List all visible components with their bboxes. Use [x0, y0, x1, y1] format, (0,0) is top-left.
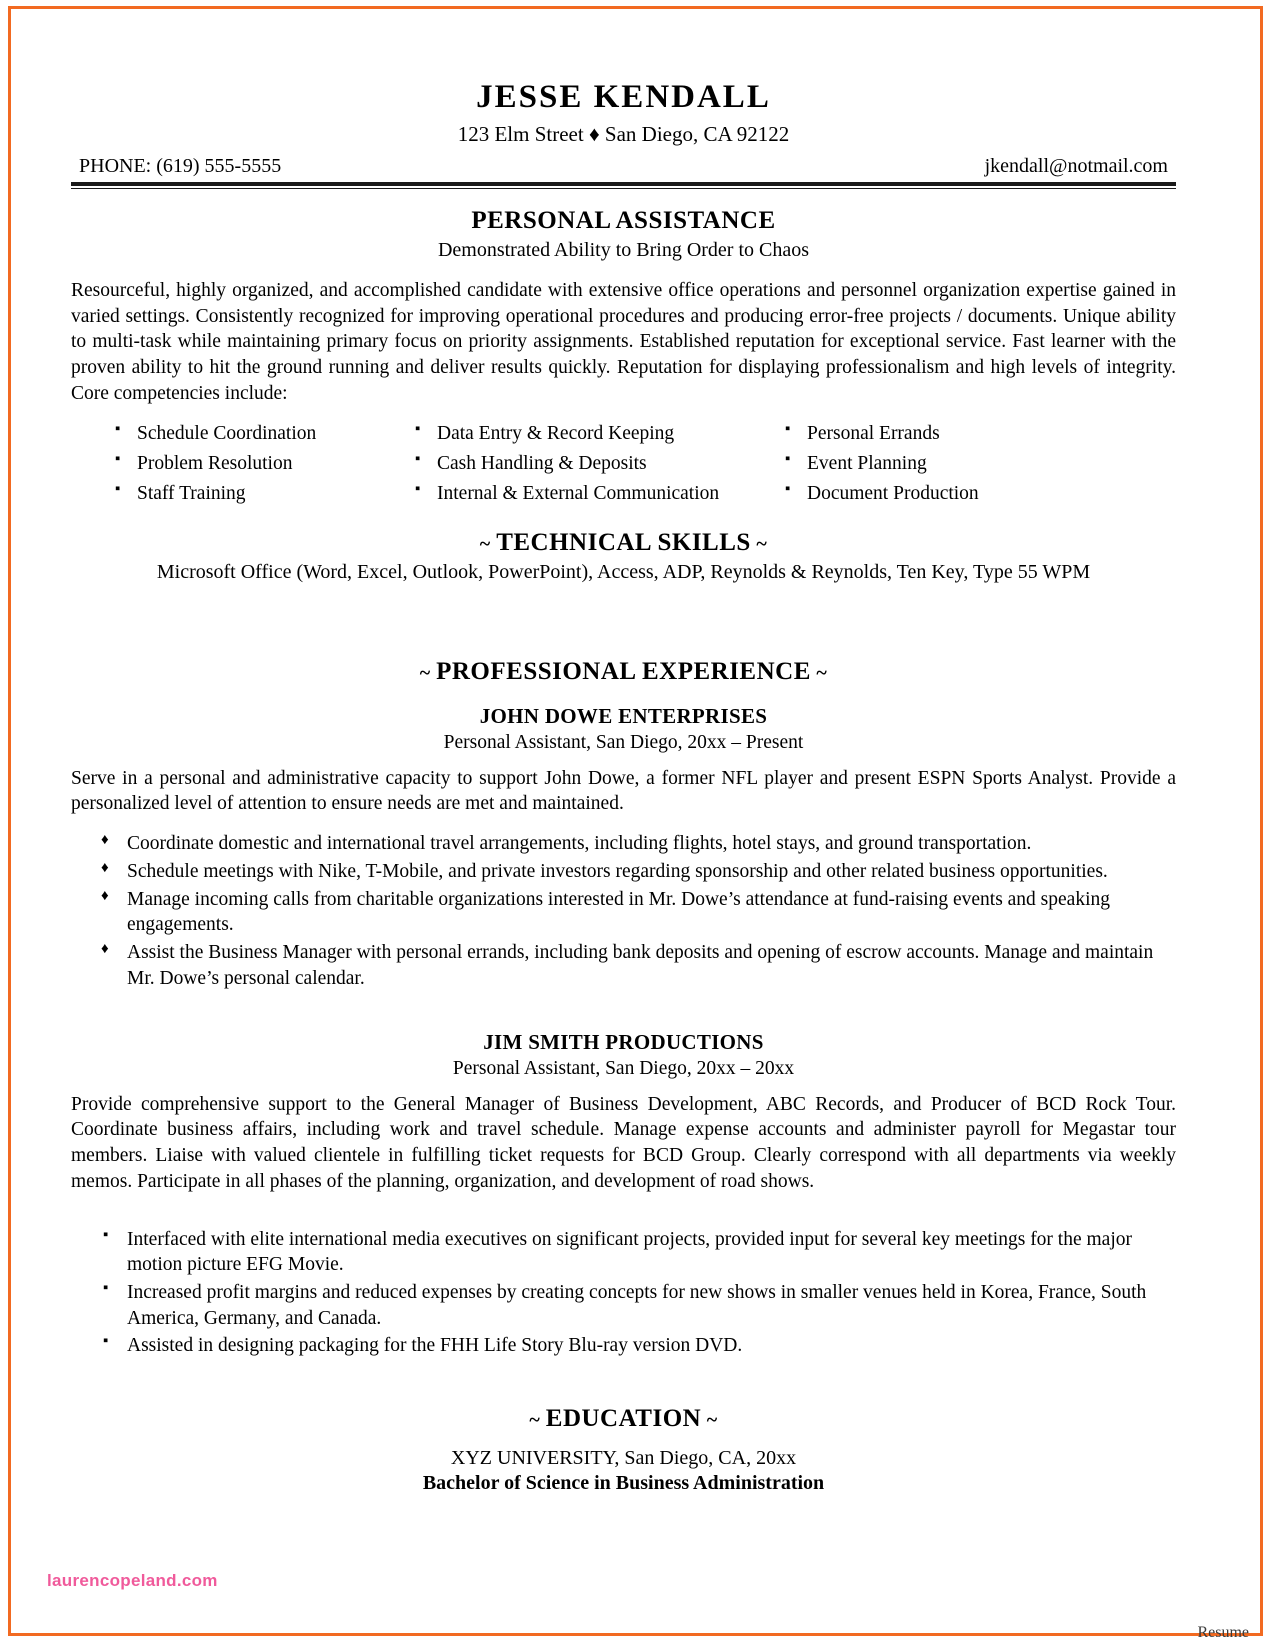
job-company: JOHN DOWE ENTERPRISES [479, 703, 768, 728]
competency-item: ▪ Document Production [781, 481, 1176, 506]
technical-skills-title [71, 529, 1176, 557]
summary-section [71, 207, 1176, 507]
job-bullet: ♦ Schedule meetings with Nike, T-Mobile, and private investors regarding sponsorship and other related business opportunities. [71, 859, 1176, 885]
job-bullet: ♦ Coordinate domestic and international travel arrangements, including flights, hotel stays, and ground transportation. [71, 831, 1176, 857]
resume-header [71, 79, 1176, 189]
job-entry [71, 704, 1176, 992]
job-bullet: ♦ Assist the Business Manager with personal errands, including bank deposits and opening of escrow accounts. Manage and maintain Mr. Dowe’s personal calendar. [71, 940, 1176, 991]
job-bullet: ♦ Manage incoming calls from charitable organizations interested in Mr. Dowe’s attendance at fund-raising events and speaking engagements. [71, 887, 1176, 938]
education-heading: EDUCATION [545, 1405, 702, 1433]
competency-item: ▪ Data Entry & Record Keeping [411, 421, 781, 446]
competency-item: ▪ Event Planning [781, 451, 1176, 476]
education-section [71, 1405, 1176, 1495]
job-company: JIM SMITH PRODUCTIONS [483, 1029, 764, 1054]
experience-title [71, 658, 1176, 686]
section-spacer [71, 624, 1176, 658]
competency-item: ▪ Schedule Coordination [111, 421, 411, 446]
job-entry [71, 1030, 1176, 1360]
job-bullet-list [71, 831, 1176, 991]
footer-label: Resume [1197, 1624, 1249, 1641]
resume-document [71, 59, 1176, 1539]
job-bullet: ▪ Increased profit margins and reduced expenses by creating concepts for new shows in smaller venues held in Korea, France, South America, Germany, and Canada. [71, 1280, 1176, 1331]
job-bullet: ▪ Assisted in designing packaging for the FHH Life Story Blu-ray version DVD. [71, 1333, 1176, 1359]
candidate-address: 123 Elm Street ♦ San Diego, CA 92122 [457, 122, 790, 146]
competency-item: ▪ Staff Training [111, 481, 411, 506]
tilde-right: ~ [810, 661, 828, 684]
technical-skills-section [71, 529, 1176, 584]
education-degree: Bachelor of Science in Business Administration [422, 1472, 825, 1495]
header-rule-thick [71, 182, 1176, 186]
contact-row [71, 155, 1176, 182]
job-meta: Personal Assistant, San Diego, 20xx – Present [443, 731, 804, 753]
page-border [8, 6, 1263, 1636]
education-title [71, 1405, 1176, 1433]
competency-item: ▪ Problem Resolution [111, 451, 411, 476]
experience-section [71, 658, 1176, 1359]
technical-skills-content: Microsoft Office (Word, Excel, Outlook, PowerPoint), Access, ADP, Reynolds & Reynolds, Ten Key, Type 55 WPM [156, 560, 1091, 583]
job-summary: Provide comprehensive support to the General Manager of Business Development, ABC Records, and Producer of BCD Rock Tour. Coordinate business affairs, including work and travel schedule. Manage expense accounts and administer payroll for Megastar tour members. Liaise with valued clientele in fulfilling ticket requests for BCD Group. Clearly correspond with all departments via weekly memos. Participate in all phases of the planning, organization, and development of road shows. [71, 1093, 1176, 1192]
summary-paragraph: Resourceful, highly organized, and accomplished candidate with extensive office operations and personnel organization expertise gained in varied settings. Consistently recognized for improving operational procedures and producing error-free projects / documents. Unique ability to multi-task while maintaining primary focus on priority assignments. Established reputation for exceptional service. Fast learner with the proven ability to hit the ground running and deliver results quickly. Reputation for displaying professionalism and high levels of integrity. Core competencies include: [71, 280, 1176, 404]
job-bullet: ▪ Interfaced with elite international media executives on significant projects, provided input for several key meetings for the major motion picture EFG Movie. [71, 1227, 1176, 1278]
competency-item: ▪ Personal Errands [781, 421, 1176, 446]
candidate-name: JESSE KENDALL [476, 79, 771, 115]
site-watermark: laurencopeland.com [47, 1571, 218, 1590]
objective-subtitle: Demonstrated Ability to Bring Order to Chaos [437, 239, 810, 261]
job-summary: Serve in a personal and administrative capacity to support John Dowe, a former NFL player and present ESPN Sports Analyst. Provide a personalized level of attention to ensure needs are met and maintained. [71, 767, 1176, 815]
tilde-left: ~ [479, 532, 497, 555]
tilde-right: ~ [701, 1409, 718, 1432]
competency-item: ▪ Internal & External Communication [411, 481, 781, 506]
tilde-right: ~ [750, 532, 768, 555]
job-meta: Personal Assistant, San Diego, 20xx – 20xx [452, 1057, 795, 1079]
education-school: XYZ UNIVERSITY, San Diego, CA, 20xx [450, 1447, 797, 1470]
job-bullet-list [71, 1227, 1176, 1360]
technical-skills-heading: TECHNICAL SKILLS [496, 528, 751, 556]
candidate-email: jkendall@notmail.com [984, 155, 1168, 177]
objective-title: PERSONAL ASSISTANCE [471, 207, 776, 234]
tilde-left: ~ [529, 1409, 546, 1432]
competency-item: ▪ Cash Handling & Deposits [411, 451, 781, 476]
tilde-left: ~ [419, 661, 437, 684]
header-rule-thin [71, 188, 1176, 189]
candidate-phone: PHONE: (619) 555-5555 [79, 155, 282, 177]
core-competencies-list [111, 421, 1176, 507]
experience-heading: PROFESSIONAL EXPERIENCE [436, 657, 811, 685]
